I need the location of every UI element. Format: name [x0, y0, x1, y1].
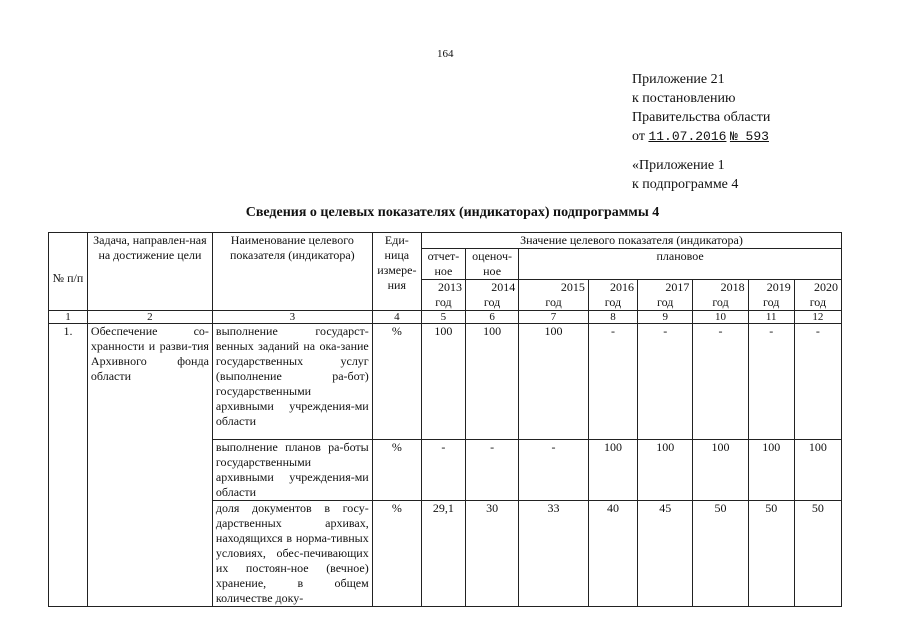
unit-cell: % [372, 501, 421, 607]
header-planned: плановое [519, 249, 842, 280]
value-cell: 100 [519, 324, 589, 440]
header-year: 2018 год [693, 280, 748, 311]
value-cell: 100 [748, 440, 794, 501]
header-unit: Еди-ница измере-ния [372, 233, 421, 311]
header-row-1 [49, 233, 842, 249]
indicator-cell: выполнение планов ра-боты государственными архивными учреждения-ми области [212, 440, 372, 501]
value-cell: 50 [693, 501, 748, 607]
date-prefix: от [632, 129, 645, 144]
indicator-cell: выполнение государст-венных заданий на ока-зание государственных услуг (выполнение ра-бот) государственными архивными учреждения-ми области [212, 324, 372, 440]
value-cell: 100 [693, 440, 748, 501]
column-number: 12 [794, 311, 841, 324]
header-year: 2015 год [519, 280, 589, 311]
value-cell: 40 [588, 501, 637, 607]
value-cell: 45 [638, 501, 693, 607]
value-cell: 29,1 [421, 501, 465, 607]
value-cell: - [693, 324, 748, 440]
header-year: 2013 год [421, 280, 465, 311]
column-number: 9 [638, 311, 693, 324]
appendix-header [632, 70, 770, 146]
unit-cell: % [372, 324, 421, 440]
column-number: 6 [465, 311, 518, 324]
header-year: 2017 год [638, 280, 693, 311]
column-number-row [49, 311, 842, 324]
decree-number: № 593 [729, 129, 769, 144]
page-number: 164 [437, 48, 454, 60]
value-cell: 100 [794, 440, 841, 501]
decree-date: 11.07.2016 [648, 129, 727, 144]
header-year: 2014 год [465, 280, 518, 311]
value-cell: 100 [465, 324, 518, 440]
indicators-table [48, 232, 842, 607]
column-number: 5 [421, 311, 465, 324]
appendix-date-line [632, 127, 770, 146]
value-cell: 100 [588, 440, 637, 501]
value-cell: - [588, 324, 637, 440]
value-cell: - [638, 324, 693, 440]
header-year: 2019 год [748, 280, 794, 311]
header-year: 2020 год [794, 280, 841, 311]
value-cell: 33 [519, 501, 589, 607]
header-estimated: оценоч-ное [465, 249, 518, 280]
appendix-sub-line-1: «Приложение 1 [632, 158, 725, 173]
appendix-line-1: Приложение 21 [632, 72, 725, 87]
column-number: 4 [372, 311, 421, 324]
appendix-line-3: Правительства области [632, 110, 771, 125]
appendix-sub-header [632, 156, 738, 194]
value-cell: 50 [748, 501, 794, 607]
header-indicator: Наименование целевого показателя (индикатора) [212, 233, 372, 311]
appendix-line-2: к постановлению [632, 91, 736, 106]
value-cell: - [421, 440, 465, 501]
indicator-cell: доля документов в госу-дарственных архивах, находящихся в норма-тивных условиях, обес-печивающих их постоян-ное (вечное) хранение, в общем количестве доку- [212, 501, 372, 607]
header-value-group: Значение целевого показателя (индикатора) [421, 233, 841, 249]
task-cell: Обеспечение со-хранности и разви-тия Архивного фонда области [87, 324, 212, 607]
value-cell: 50 [794, 501, 841, 607]
appendix-sub-line-2: к подпрограмме 4 [632, 177, 739, 192]
document-title: Сведения о целевых показателях (индикаторах) подпрограммы 4 [245, 205, 660, 220]
column-number: 7 [519, 311, 589, 324]
row-number: 1. [49, 324, 88, 607]
header-num: № п/п [49, 233, 88, 311]
column-number: 2 [87, 311, 212, 324]
header-task: Задача, направлен-ная на достижение цели [87, 233, 212, 311]
header-reported: отчет-ное [421, 249, 465, 280]
value-cell: 100 [421, 324, 465, 440]
unit-cell: % [372, 440, 421, 501]
column-number: 8 [588, 311, 637, 324]
value-cell: - [794, 324, 841, 440]
value-cell: - [465, 440, 518, 501]
value-cell: 100 [638, 440, 693, 501]
header-year: 2016 год [588, 280, 637, 311]
value-cell: - [519, 440, 589, 501]
table-row [49, 324, 842, 440]
column-number: 1 [49, 311, 88, 324]
column-number: 11 [748, 311, 794, 324]
value-cell: 30 [465, 501, 518, 607]
value-cell: - [748, 324, 794, 440]
column-number: 3 [212, 311, 372, 324]
column-number: 10 [693, 311, 748, 324]
